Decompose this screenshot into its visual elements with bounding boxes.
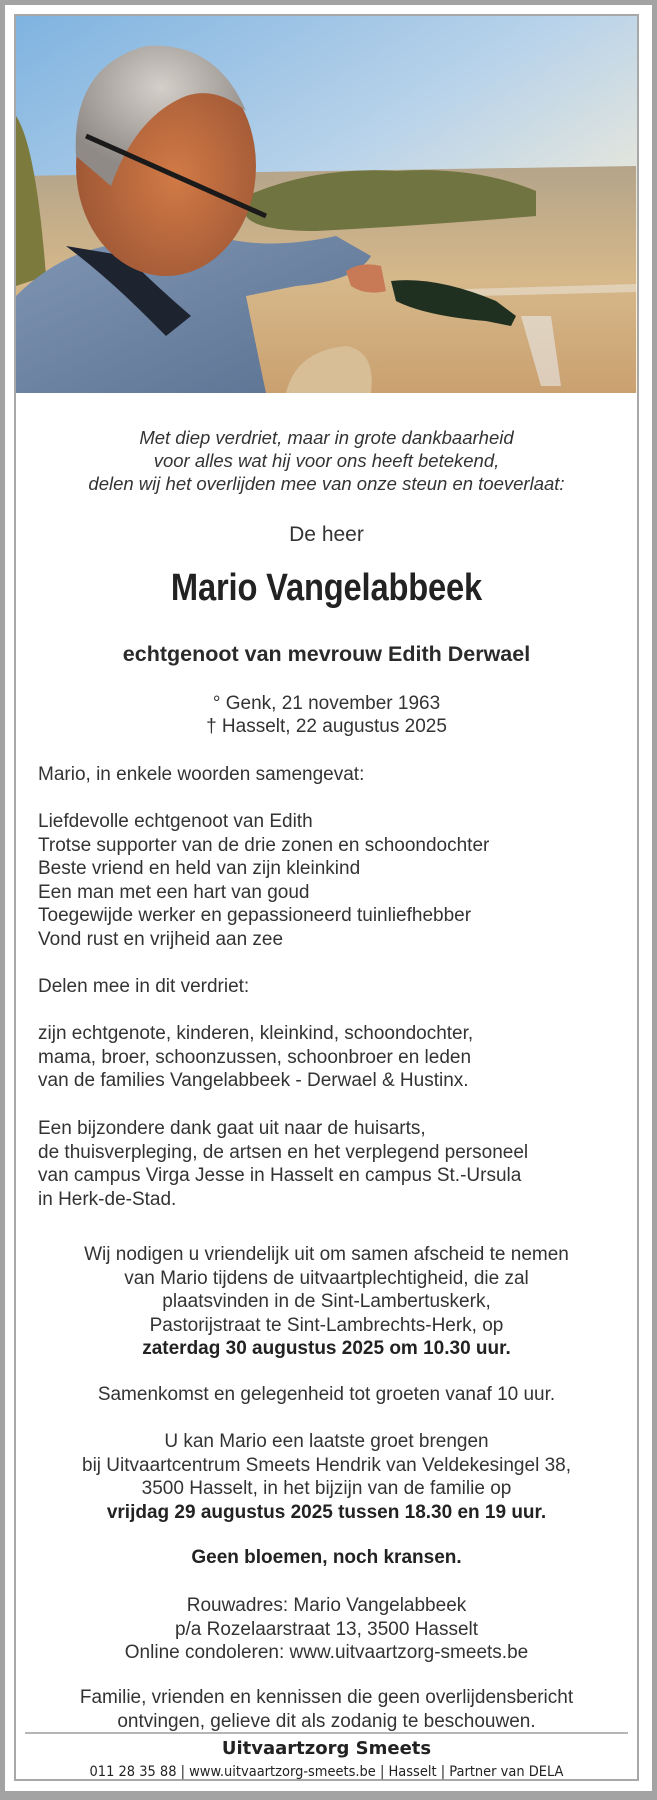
thanks-line: van campus Virga Jesse in Hasselt en campus St.-Ursula bbox=[38, 1165, 522, 1186]
summary-item: Vond rust en vrijheid aan zee bbox=[38, 928, 284, 950]
visitation-section bbox=[16, 1430, 637, 1524]
dates bbox=[16, 692, 637, 738]
address-section bbox=[16, 1594, 637, 1665]
thanks-section bbox=[38, 1117, 628, 1211]
visitation-date: vrijdag 29 augustus 2025 tussen 18.30 en 19 uur. bbox=[106, 1501, 547, 1523]
ceremony-line: van Mario tijdens de uitvaartplechtigheid, die zal bbox=[124, 1267, 529, 1289]
gathering-line: Samenkomst en gelegenheid tot groeten vanaf 10 uur. bbox=[97, 1384, 556, 1405]
death-date: † Hasselt, 22 augustus 2025 bbox=[206, 716, 447, 737]
summary-item: Liefdevolle echtgenoot van Edith bbox=[38, 811, 313, 832]
notice-section bbox=[16, 1686, 637, 1733]
visitation-line: bij Uitvaartcentrum Smeets Hendrik van Veldekesingel 38, bbox=[82, 1454, 571, 1476]
spouse-line: echtgenoot van mevrouw Edith Derwael bbox=[122, 642, 531, 666]
notice-line: Familie, vrienden en kennissen die geen overlijdensbericht bbox=[79, 1687, 574, 1708]
funeral-home-info: 011 28 35 88 | www.uitvaartzorg-smeets.be | Hasselt | Partner van DELA bbox=[89, 1764, 564, 1780]
no-flowers-text bbox=[16, 1546, 637, 1570]
address-line: Online condoleren: www.uitvaartzorg-smeets.be bbox=[124, 1642, 529, 1663]
address-line: Rouwadres: Mario Vangelabbeek bbox=[186, 1595, 467, 1616]
mourners-line: mama, broer, schoonzussen, schoonbroer en leden bbox=[38, 1046, 472, 1068]
intro-line: voor alles wat hij voor ons heeft betekend, bbox=[153, 450, 500, 471]
mourners-heading: Delen mee in dit verdriet: bbox=[38, 976, 250, 997]
page-frame bbox=[5, 5, 652, 1791]
ceremony-section bbox=[16, 1243, 637, 1361]
summary-heading: Mario, in enkele woorden samengevat: bbox=[38, 764, 365, 785]
funeral-home-name: Uitvaartzorg Smeets bbox=[221, 1738, 432, 1759]
ceremony-line: Pastorijstraat te Sint-Lambrechts-Herk, op bbox=[149, 1314, 504, 1336]
ceremony-line: Wij nodigen u vriendelijk uit om samen afscheid te nemen bbox=[84, 1244, 569, 1265]
mourners-line: zijn echtgenote, kinderen, kleinkind, schoondochter, bbox=[38, 1023, 474, 1044]
summary-item: Beste vriend en held van zijn kleinkind bbox=[38, 858, 361, 879]
visitation-line: 3500 Hasselt, in het bijzijn van de familie op bbox=[141, 1478, 512, 1499]
summary-item: Een man met een hart van goud bbox=[38, 881, 310, 903]
address-line: p/a Rozelaarstraat 13, 3500 Hasselt bbox=[174, 1618, 479, 1640]
salutation: De heer bbox=[289, 523, 364, 546]
mourners-line: van de families Vangelabbeek - Derwael & Hustinx. bbox=[38, 1070, 469, 1091]
notice-line: ontvingen, gelieve dit als zodanig te beschouwen. bbox=[117, 1710, 536, 1732]
summary-item: Toegewijde werker en gepassioneerd tuinliefhebber bbox=[38, 905, 472, 926]
photo-image bbox=[16, 16, 637, 393]
intro-line: delen wij het overlijden mee van onze steun en toeverlaat: bbox=[88, 473, 565, 494]
intro-text bbox=[16, 426, 637, 495]
intro-line: Met diep verdriet, maar in grote dankbaarheid bbox=[139, 427, 514, 448]
birth-date: ° Genk, 21 november 1963 bbox=[212, 693, 441, 714]
thanks-line: de thuisverpleging, de artsen en het verplegend personeel bbox=[38, 1141, 529, 1163]
portrait-photo bbox=[16, 16, 637, 393]
mourners-section bbox=[38, 975, 628, 1093]
obituary-card bbox=[14, 14, 639, 1781]
visitation-line: U kan Mario een laatste groet brengen bbox=[164, 1431, 489, 1452]
summary-item: Trotse supporter van de drie zonen en schoondochter bbox=[38, 834, 490, 856]
ceremony-date: zaterdag 30 augustus 2025 om 10.30 uur. bbox=[142, 1338, 511, 1359]
deceased-name: Mario Vangelabbeek bbox=[170, 567, 483, 609]
summary-section bbox=[38, 763, 628, 951]
thanks-line: in Herk-de-Stad. bbox=[38, 1188, 177, 1210]
no-flowers-line: Geen bloemen, noch kransen. bbox=[191, 1547, 462, 1568]
footer-divider bbox=[25, 1732, 628, 1734]
thanks-line: Een bijzondere dank gaat uit naar de huisarts, bbox=[38, 1118, 426, 1139]
gathering-text bbox=[16, 1383, 637, 1407]
ceremony-line: plaatsvinden in de Sint-Lambertuskerk, bbox=[162, 1291, 491, 1312]
